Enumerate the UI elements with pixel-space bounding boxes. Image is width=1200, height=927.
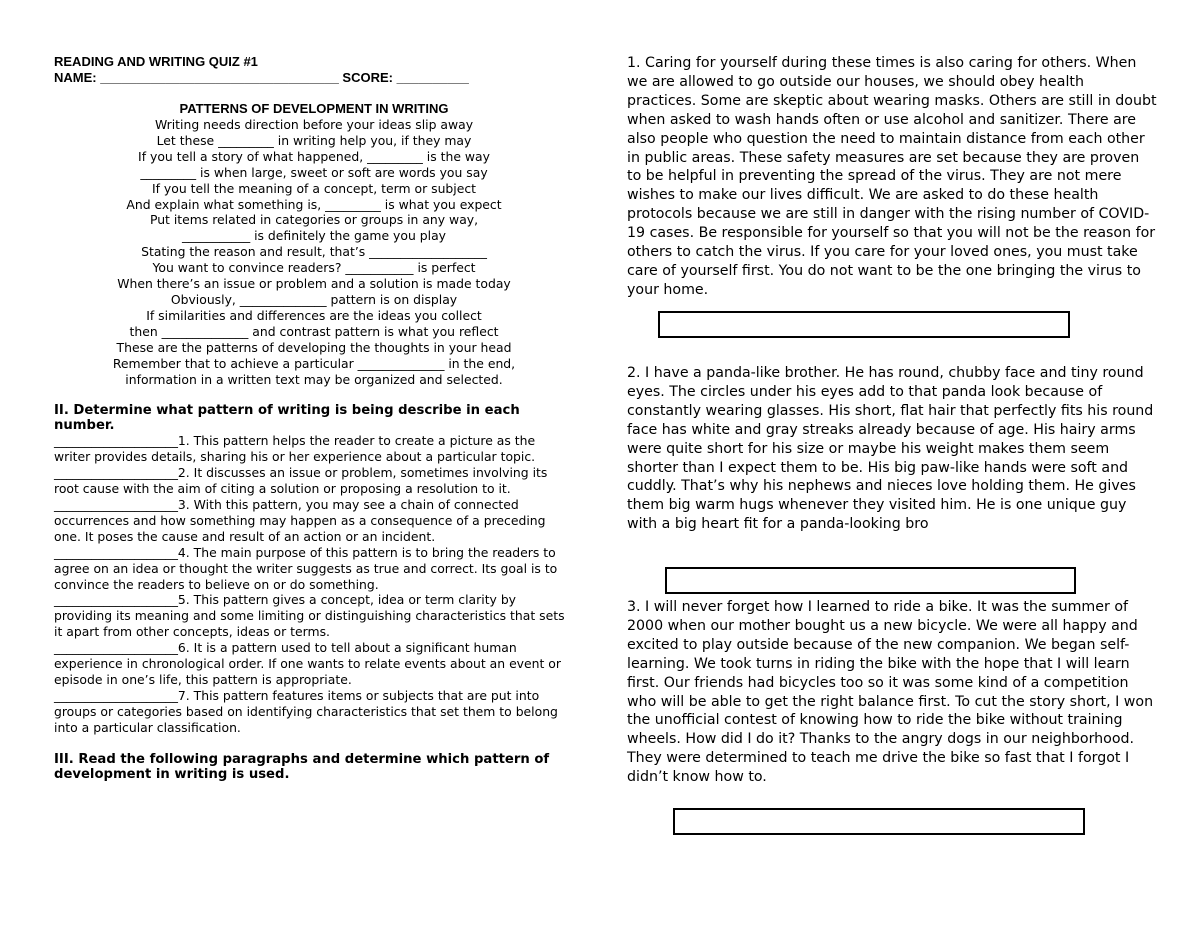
paragraph-text: 2. I have a panda-like brother. He has round, chubby face and tiny round eyes. The circles under his eyes add to that panda look because of constantly wearing glasses. His short, flat hair that perfectly fits his round face has white and gray streaks already because of age. His hairy arms were quite short for his size or maybe his weight makes them seem shorter than I expect them to be. His big paw-like hands were soft and cuddly. That’s why his nephews and nieces love holding them. He gives them big warm hugs whenever they visited him. He is one unique guy with a big heart fit for a panda-looking bro: [627, 365, 1154, 533]
right-column-2: [627, 364, 1157, 534]
poem-line: If you tell a story of what happened, _________ is the way: [138, 148, 490, 164]
name-score-line: NAME: _________________________________ SCORE: __________: [54, 70, 469, 85]
paragraph-text: 1. Caring for yourself during these times is also caring for others. When we are allowed to go outside our houses, we should obey health practices. Some are skeptic about wearing masks. Others are still in doubt when asked to wash hands often or use alcohol and sanitizer. There are also people who question the need to maintain distance from each other in public areas. These safety measures are set because they are proven to be helpful in preventing the spread of the virus. They are not mere wishes to make our lives difficult. We are asked to do these health protocols because we are still in danger with the rising number of COVID-19 cases. Be responsible for yourself so that you will not be the reason for others to catch the virus. If you care for your loved ones, you must take care of yourself first. You do not want to be the one bringing the virus to your home.: [627, 55, 1157, 298]
poem-line: information in a written text may be organized and selected.: [125, 371, 503, 387]
poem-line: ___________ is definitely the game you play: [181, 228, 446, 244]
right-column: [627, 54, 1157, 300]
question-item: ____________________6. It is a pattern used to tell about a significant human experience in chronological order. If one wants to relate events about an event or episode in one’s life, this pattern is appropriate.: [54, 640, 561, 687]
right-column-3: [627, 598, 1157, 787]
paragraph-1: [627, 54, 1157, 300]
paragraph-2: [627, 364, 1157, 534]
part2-title: II. Determine what pattern of writing is being describe in each number.: [54, 403, 520, 434]
quiz-title: READING AND WRITING QUIZ #1: [54, 54, 258, 69]
poem-line: _________ is when large, sweet or soft are words you say: [140, 164, 488, 180]
poem-line: Obviously, ______________ pattern is on display: [170, 291, 458, 307]
poem-line: And explain what something is, _________ is what you expect: [126, 196, 502, 212]
question-item: ____________________1. This pattern helps the reader to create a picture as the writer provides details, sharing his or her experience about a particular topic.: [54, 433, 536, 465]
poem-line: If similarities and differences are the ideas you collect: [146, 307, 482, 323]
poem-line: These are the patterns of developing the thoughts in your head: [116, 339, 512, 355]
patterns-title: PATTERNS OF DEVELOPMENT IN WRITING: [179, 101, 449, 116]
answer-box-2[interactable]: [665, 567, 1076, 594]
left-column: [54, 54, 574, 782]
poem-line: If you tell the meaning of a concept, term or subject: [151, 180, 477, 196]
question-item: ____________________4. The main purpose of this pattern is to bring the readers to agree on an idea or thought the writer suggests as true and correct. Its goal is to convince the readers to believe on or do something.: [54, 544, 558, 592]
poem-line: Put items related in categories or groups in any way,: [149, 212, 479, 228]
poem-line: Let these _________ in writing help you, if they may: [156, 132, 472, 148]
question-item: ____________________5. This pattern gives a concept, idea or term clarity by providing its meaning and some limiting or distinguishing characteristics that sets it apart from other concepts, ideas or terms.: [54, 592, 565, 640]
poem-line: When there’s an issue or problem and a solution is made today: [117, 276, 511, 292]
poem-line: You want to convince readers? ___________ is perfect: [152, 260, 476, 276]
poem-line: Remember that to achieve a particular ______________ in the end,: [112, 355, 516, 371]
poem: [54, 117, 574, 387]
part3-title: III. Read the following paragraphs and determine which pattern of development in writing is used.: [54, 751, 550, 782]
poem-line: Writing needs direction before your ideas slip away: [154, 117, 474, 132]
poem-line: then ______________ and contrast pattern is what you reflect: [129, 323, 499, 339]
paragraph-3: [627, 598, 1157, 787]
paragraph-text: 3. I will never forget how I learned to ride a bike. It was the summer of 2000 when our mother bought us a new bicycle. We were all happy and excited to play outside because of the new companion. We began self- learning. We took turns in riding the bike with the hope that I will learn first. Our friends had bicycles too so it was some kind of a competition who will be able to get the right balance first. To cut the story short, I won the unofficial contest of knowing how to ride the bike without training wheels. How did I do it? Thanks to the angry dogs in our neighborhood. They were determined to teach me drive the bike so fast that I forgot I didn’t know how to.: [627, 599, 1154, 786]
answer-box-3[interactable]: [673, 808, 1085, 835]
question-item: ____________________3. With this pattern, you may see a chain of connected occurrences and how something may happen as a consequence of a preceding one. It poses the cause and result of an action or an incident.: [54, 497, 546, 544]
question-item: ____________________2. It discusses an issue or problem, sometimes involving its root cause with the aim of citing a solution or proposing a resolution to it.: [54, 465, 548, 497]
question-item: ____________________7. This pattern features items or subjects that are put into groups or categories based on identifying characteristics that set them to belong into a particular classification.: [54, 687, 558, 735]
poem-line: Stating the reason and result, that’s ___________________: [141, 244, 487, 260]
answer-box-1[interactable]: [658, 311, 1070, 338]
